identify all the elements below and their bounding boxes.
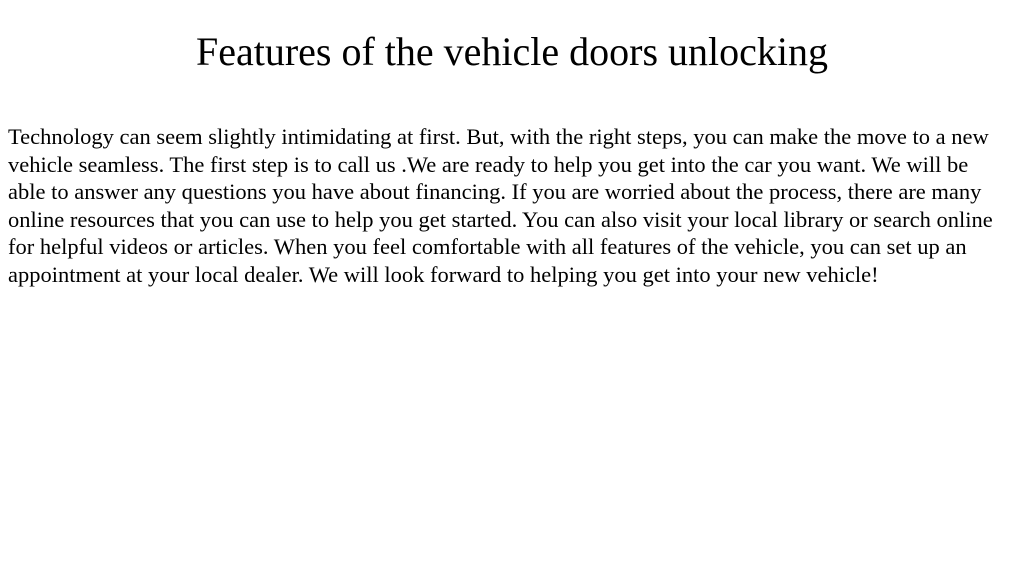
slide-title: Features of the vehicle doors unlocking <box>195 29 829 74</box>
slide-body-paragraph: Technology can seem slightly intimidating at first. But, with the right steps, you can make the move to a new vehicle seamless. The first step is to call us .We are ready to help you get into the car you want. We will be able to answer any questions you have about financing. If you are worried about the process, there are many online resources that you can use to help you get started. You can also visit your local library or search online for helpful videos or articles. When you feel comfortable with all features of the vehicle, you can set up an appointment at your local dealer. We will look forward to helping you get into your new vehicle! <box>8 124 993 287</box>
